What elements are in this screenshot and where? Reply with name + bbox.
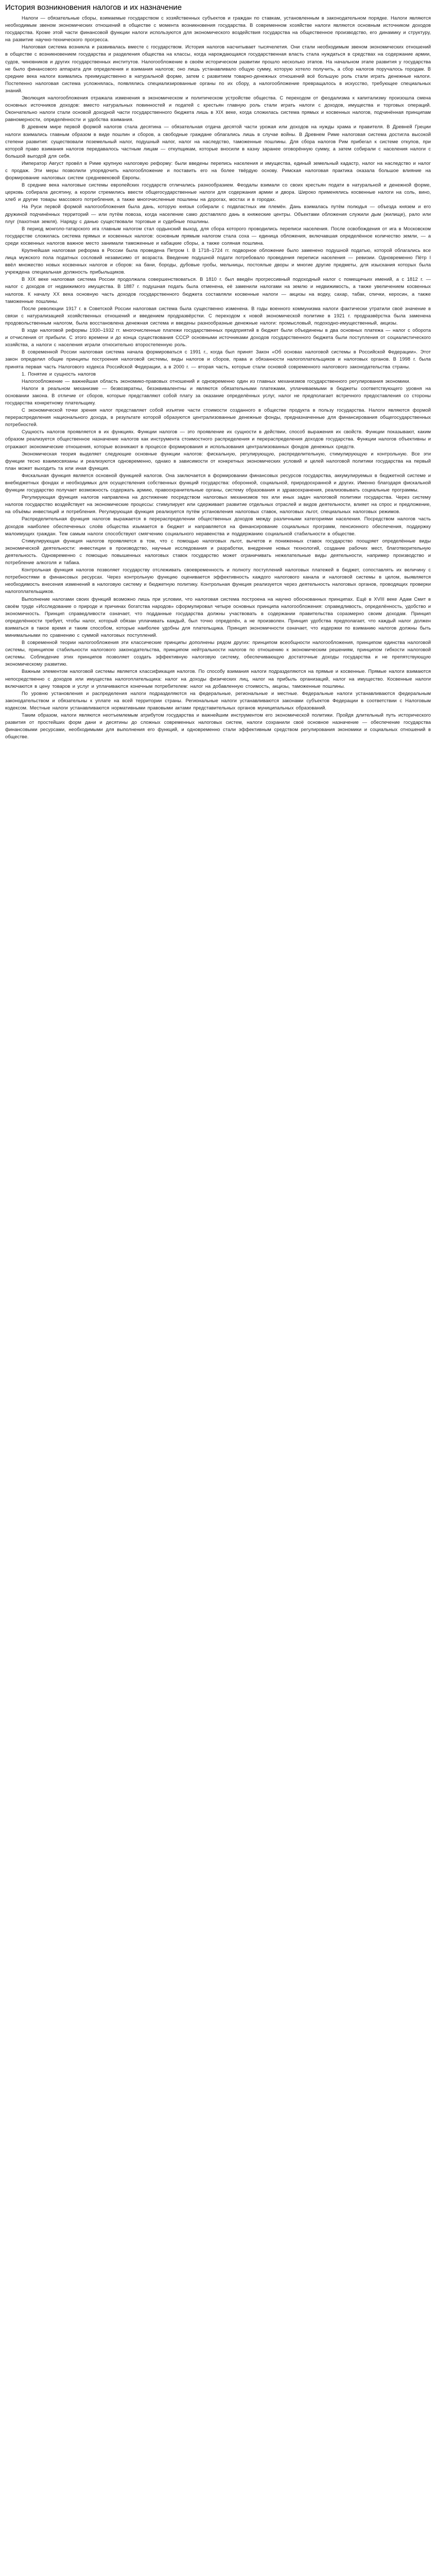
paragraph: Налогообложение — важнейшая область экономико-правовых отношений и одновременно один из главных механизмов государственного регулирования экономики. [22,378,411,384]
paragraph: В современной теории налогообложения эти классические принципы дополнены рядом других: принципом всеобщности налогообложения, принципом единства налоговой системы, принципом стабильности налогового законодательства, принципом нейтральности налогов по отношению к экономическим решениям, принципом гибкости налоговой системы. Соблюдение этих принципов позволяет создать эффективную налоговую систему, обеспечивающую достаточные доходы государства и не препятствующую экономическому развитию. [5,639,431,667]
paragraph: По уровню установления и распределения налоги подразделяются на федеральные, региональные и местные. Федеральные налоги устанавливаются федеральным законодательством и обязательны к уплате на всей территории страны. Региональные налоги устанавливаются законами субъектов Федерации в соответствии с Налоговым кодексом. Местные налоги устанавливаются нормативными правовыми актами представительных органов муниципальных образований. [5,690,431,710]
paragraph: На Руси первой формой налогообложения была дань, которую князья собирали с подвластных им племён. Дань взималась путём полюдья — объезда князем и его дружиной подчинённых территорий — или путём повоза, когда население само доставляло дань в княжеские центры. Объектами обложения служили дым (жилище), рало или плуг (пахотная земля). Наряду с данью существовали торговые и судебные пошлины. [5,204,431,224]
paragraph: Фискальная функция является основной функцией налогов. Она заключается в формировании финансовых ресурсов государства, аккумулируемых в бюджетной системе и внебюджетных фондах и необходимых для осуществления собственных функций государства: оборонной, социальной, природоохранной и других. Именно благодаря фискальной функции государство получает возможность содержать армию, правоохранительные органы, систему образования и здравоохранения, реализовывать социальные программы. [5,472,431,493]
paragraph: В ходе налоговой реформы 1930–1932 гг. многочисленные платежи государственных предприятий в бюджет были объединены в два основных платежа — налог с оборота и отчисления от прибыли. С этого времени и до конца существования СССР основными источниками доходов государственного бюджета были поступления от социалистического хозяйства, а налоги с населения играли относительно второстепенную роль. [5,327,431,348]
paragraph: Распределительная функция налогов выражается в перераспределении общественных доходов между различными категориями населения. Посредством налогов часть доходов наиболее обеспеченных слоёв общества изымается в бюджет и направляется на финансирование социальных программ, пенсионного обеспечения, поддержку малоимущих граждан. Тем самым налоги способствуют смягчению социального неравенства и поддержанию социальной стабильности в обществе. [5,516,431,536]
paragraph: Крупнейшая налоговая реформа в России была проведена Петром I. В 1718–1724 гг. подворное обложение было заменено подушной податью, которой облагались все лица мужского пола податных сословий независимо от возраста. Введение подушной подати потребовало проведения переписи населения — ревизии. Одновременно Пётр I ввёл множество новых косвенных налогов и сборов: на бани, бороды, дубовые гробы, мельницы, постоялые дворы и многие другие предметы, для изыскания которых была учреждена специальная должность прибыльщиков. [5,247,431,275]
paragraph: Налоги в реальном механизме — безвозвратны, безэквивалентны и являются обязательными платежами, уплачиваемыми в бюджеты соответствующего уровня на основании закона. В отличие от сборов, которые представляют собой плату за оказание определённых услуг, налог не предполагает встречного предоставления со стороны государства конкретному плательщику. [5,385,431,405]
article-body [5,14,431,740]
paragraph: Император Август провёл в Риме крупную налоговую реформу: были введены перепись населения и имущества, единый земельный кадастр, налог на наследство и налог с продаж. Эти меры позволили упорядочить налогообложение и поставить его на более твёрдую основу. Римская налоговая практика оказала большое влияние на формирование налоговых систем средневековой Европы. [5,160,431,181]
paragraph: Стимулирующая функция налогов проявляется в том, что с помощью налоговых льгот, вычетов и пониженных ставок государство поощряет определённые виды экономической деятельности: инвестиции в производство, научные исследования и разработки, внедрение новых технологий, создание рабочих мест, благотворительную деятельность. Одновременно с помощью повышенных налоговых ставок государство может ограничивать нежелательные виды деятельности, например производство и потребление алкоголя и табака. [5,537,431,566]
paragraph: Регулирующая функция налогов направлена на достижение посредством налоговых механизмов тех или иных задач налоговой политики государства. Через систему налогов государство воздействует на экономические процессы: стимулирует или сдерживает развитие отдельных отраслей и видов деятельности, влияет на спрос и предложение, на объёмы инвестиций и потребления. Регулирующая функция реализуется путём установления налоговых ставок, налоговых льгот, специальных налоговых режимов. [5,494,431,515]
paragraph: Эволюция налогообложения отражала изменения в экономическом и политическом устройстве общества. С переходом от феодализма к капитализму произошла смена основных источников доходов: вместо натуральных повинностей и податей с крестьян главную роль стали играть налоги с доходов, имущества и торговых операций. Окончательно налоги стали основой доходной части государственного бюджета лишь в XIX веке, когда сложилась система прямых и косвенных налогов, подчинённая принципам равномерности, определённости и удобства взимания. [5,95,431,123]
paragraph: Экономическая теория выделяет следующие основные функции налогов: фискальную, регулирующую, распределительную, стимулирующую и контрольную. Все эти функции тесно взаимосвязаны и реализуются одновременно, однако в зависимости от конкретных экономических условий и целей налоговой политики государства на первый план может выходить та или иная функция. [5,450,431,471]
paragraph: Налоговая система возникла и развивалась вместе с государством. История налогов насчитывает тысячелетия. Они стали необходимым звеном экономических отношений в обществе с возникновением государства и разделения общества на классы, когда нарождающаяся государственная власть стала нуждаться в средствах на содержание армии, судов, чиновников и других государственных институтов. Налогообложение в своём историческом развитии прошло несколько этапов. На начальном этапе развития у государства не было финансового аппарата для определения и взимания налогов; оно лишь устанавливало общую сумму, которую хотело получить, а сбор налогов поручалось городам. В средние века налоги взимались преимущественно в натуральной форме, затем с развитием товарно-денежных отношений всё большую роль стали играть денежные налоги. Постепенно налоговая система усложнялась, появлялись специализированные органы по их сбору, а налогообложение превращалось в искусство, требующее специальных знаний. [5,44,431,93]
document-title: История возникновения налогов и их назначение [5,3,182,12]
paragraph: В средние века налоговые системы европейских государств отличались разнообразием. Феодалы взимали со своих крестьян подати в натуральной и денежной форме, церковь собирала десятину, а короли стремились ввести общегосударственные налоги для содержания армии и двора. Широко применялись косвенные налоги на соль, вино, хлеб и другие товары массового потребления, а также многочисленные пошлины на дорогах, мостах и в городах. [5,182,431,202]
document-page [0,0,436,745]
paragraph: Сущность налогов проявляется в их функциях. Функции налогов — это проявление их сущности в действии, способ выражения их свойств. Функции показывают, каким образом реализуется общественное назначение налогов как инструмента стоимостного распределения и перераспределения доходов государства. Функции налогов объективны и отражают экономические отношения, которые возникают в процессе формирования и использования централизованных фондов денежных средств. [5,429,431,449]
paragraph: С экономической точки зрения налог представляет собой изъятие части стоимости созданного в обществе продукта в пользу государства. Налоги являются формой перераспределения национального дохода, в результате которой образуются централизованные денежные фонды, предназначенные для финансирования общегосударственных потребностей. [5,407,431,428]
paragraph: Контрольная функция налогов позволяет государству отслеживать своевременность и полноту поступлений налоговых платежей в бюджет, сопоставлять их величину с потребностями в финансовых ресурсах. Через контрольную функцию оценивается эффективность каждого налогового канала и налоговой системы в целом, выявляется необходимость внесения изменений в налоговую систему и бюджетную политику. Контрольная функция реализуется через деятельность налоговых органов, проводящих проверки налогоплательщиков. [5,567,431,595]
paragraph: Важным элементом налоговой системы является классификация налогов. По способу взимания налоги подразделяются на прямые и косвенные. Прямые налоги взимаются непосредственно с доходов или имущества налогоплательщика: налог на доходы физических лиц, налог на прибыль организаций, налог на имущество. Косвенные налоги включаются в цену товаров и услуг и уплачиваются конечным потребителем: налог на добавленную стоимость, акцизы, таможенные пошлины. [5,668,431,689]
paragraph: В современной России налоговая система начала формироваться с 1991 г., когда был принят Закон «Об основах налоговой системы в Российской Федерации». Этот закон определил общие принципы построения налоговой системы, виды налогов и сборов, права и обязанности налогоплательщиков и налоговых органов. В 1998 г. была принята первая часть Налогового кодекса Российской Федерации, а в 2000 г. — вторая часть, которые стали основой современного налогового законодательства страны. [5,349,431,369]
paragraph: В XIX веке налоговая система России продолжала совершенствоваться. В 1810 г. был введён прогрессивный подоходный налог с помещичьих имений, а с 1812 г. — налог с доходов от недвижимого имущества. В 1887 г. подушная подать была отменена, её заменили налогами на землю и недвижимость, а также увеличением косвенных налогов. К началу XX века основную часть доходов государственного бюджета составляли косвенные налоги — акцизы на водку, сахар, табак, спички, керосин, а также таможенные пошлины. [5,276,431,304]
paragraph: В древнем мире первой формой налогов стала десятина — обязательная отдача десятой части урожая или доходов на нужды храма и правителя. В Древней Греции налоги взимались главным образом в виде пошлин и сборов, а свободные граждане облагались лишь в случае войны. В Древнем Риме налоговая система достигла высокой степени развития: существовали поземельный налог, подушный налог, налог на наследство, таможенные пошлины. Для сбора налогов Рим прибегал к системе откупов, при которой право взимания налогов передавалось частным лицам — откупщикам, которые вносили в казну заранее оговорённую сумму, а затем собирали с населения налоги с большой выгодой для себя. [5,124,431,159]
paragraph: В период монголо-татарского ига главным налогом стал ордынский выход, для сбора которого проводились переписи населения. После освобождения от ига в Московском государстве сложилась система прямых и косвенных налогов: основным прямым налогом стала соха — единица обложения, включавшая определённое количество земли, — а среди косвенных налогов важное место занимали таможенные и кабацкие сборы, а также соляная пошлина. [5,225,431,246]
paragraph: Таким образом, налоги являются неотъемлемым атрибутом государства и важнейшим инструментом его экономической политики. Пройдя длительный путь исторического развития от простейших форм дани и десятины до сложных современных налоговых систем, налоги сохранили своё основное назначение — обеспечение государства финансовыми ресурсами, необходимыми для выполнения его функций, и одновременно стали эффективным средством регулирования экономики и социальных отношений в обществе. [5,712,431,740]
paragraph: Налоги — обязательные сборы, взимаемые государством с хозяйственных субъектов и граждан по ставкам, установленным в законодательном порядке. Налоги являются необходимым звеном экономических отношений в обществе с момента возникновения государства. В современном хозяйстве налоги являются основным источником доходов государства. Кроме этой части финансовой функции налоги используются для экономического воздействия государства на общественное производство, его динамику и структуру, на развитие научно-технического прогресса. [5,15,431,43]
paragraph: После революции 1917 г. в Советской России налоговая система была существенно изменена. В годы военного коммунизма налоги фактически утратили своё значение в связи с натурализацией хозяйственных отношений и введением продразвёрстки. С переходом к новой экономической политике в 1921 г. продразвёрстка была заменена продовольственным налогом, была восстановлена денежная система и введены разнообразные денежные налоги: промысловый, подоходно-имущественный, акцизы. [5,305,431,326]
paragraph: Выполнение налогами своих функций возможно лишь при условии, что налоговая система построена на научно обоснованных принципах. Ещё в XVIII веке Адам Смит в своём труде «Исследование о природе и причинах богатства народов» сформулировал четыре основных принципа налогообложения: справедливость, определённость, удобство и экономичность. Принцип справедливости означает, что подданные государства должны участвовать в содержании правительства соразмерно своим доходам. Принцип определённости требует, чтобы налог, который обязан уплачивать каждый, был точно определён, а не произволен. Принцип удобства предполагает, что каждый налог должен взиматься в такое время и таким способом, которые наиболее удобны для плательщика. Принцип экономичности означает, что издержки по взиманию налогов должны быть минимальными по сравнению с суммой налоговых поступлений. [5,596,431,638]
section-heading: 1. Понятие и сущность налогов [22,370,96,377]
